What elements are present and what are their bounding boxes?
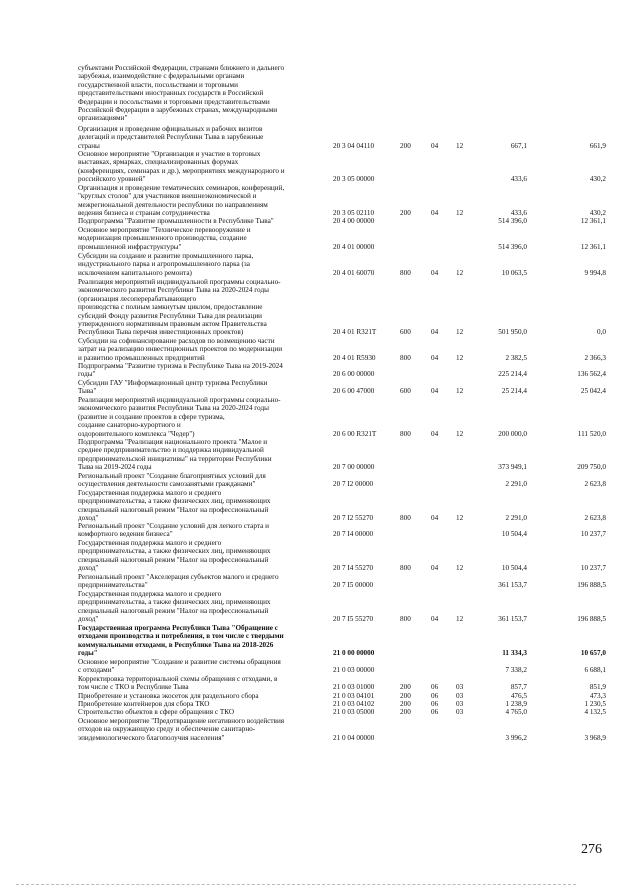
row-section: 06: [431, 700, 439, 708]
row-value-actual: 3 968,9: [584, 733, 606, 742]
row-name: [78, 489, 328, 523]
row-name: [78, 438, 328, 472]
row-subsection: 12: [456, 328, 464, 337]
row-expense-type: 800: [400, 429, 411, 438]
row-subsection: 12: [456, 268, 464, 277]
row-name-line: исключением капитального ремонта): [78, 268, 192, 277]
row-subsection: 12: [456, 429, 464, 438]
row-name: [78, 64, 328, 123]
row-name-line: Государственная поддержка малого и среднего: [78, 539, 222, 547]
row-value-plan: 200 000,0: [498, 429, 527, 438]
row-code: 20 3 05 00000: [333, 175, 375, 184]
row-section: 04: [431, 141, 439, 150]
row-name: [78, 226, 328, 251]
row-code: 20 4 01 60070: [333, 268, 375, 277]
row-value-plan: 225 214,4: [498, 370, 527, 379]
row-name-line: эпидемиологического благополучия населения": [78, 733, 225, 742]
row-code: 20 6 00 47000: [333, 387, 375, 396]
row-name-line: предпринимательства": [78, 581, 148, 590]
row-name: [78, 362, 328, 379]
row-name-line: и развитию промышленных предприятий: [78, 353, 205, 362]
row-name-line: оздоровительного комплекса "Чедер"): [78, 429, 195, 438]
row-name-line: с отходами": [78, 666, 115, 675]
row-value-plan: 857,7: [510, 683, 527, 692]
row-subsection: 12: [456, 209, 464, 218]
row-name-line: модернизация промышленного производства, создание: [78, 234, 247, 243]
row-section: 04: [431, 209, 439, 218]
row-value-actual: 430,2: [589, 209, 606, 218]
row-name: [78, 184, 328, 218]
row-name-line: Приобретение и установка экосеток для раздельного сбора: [78, 692, 259, 700]
row-value-plan: 10 504,4: [501, 530, 527, 539]
row-name-line: специальный налоговый режим "Налог на профессиональный: [78, 505, 269, 514]
row-value-plan: 7 338,2: [505, 666, 527, 675]
row-name-line: специальный налоговый режим "Налог на профессиональный: [78, 606, 269, 615]
row-expense-type: 600: [400, 387, 411, 396]
row-name-line: Тыва на 2019-2024 годы: [78, 463, 152, 472]
row-value-actual: 12 361,1: [580, 217, 606, 225]
row-value-plan: 2 382,5: [505, 353, 527, 362]
row-section: 06: [431, 708, 439, 716]
row-name: [78, 717, 328, 742]
row-name-line: комфортного ведения бизнеса": [78, 530, 173, 539]
row-name-line: (конференциях, семинарах и др.), мероприятиях международного и: [78, 166, 285, 175]
row-name: [78, 125, 328, 150]
row-expense-type: 800: [400, 564, 411, 573]
row-expense-type: 800: [400, 353, 411, 362]
row-name-line: Основное мероприятие "Предотвращение негативного воздействия: [78, 717, 285, 725]
row-value-plan: 514 396,0: [498, 217, 527, 225]
row-name: [78, 217, 328, 225]
row-value-actual: 6 688,1: [584, 666, 606, 675]
row-name-line: Организация и проведение официальных и рабочих визитов: [78, 125, 263, 133]
row-subsection: 12: [456, 615, 464, 624]
row-name-line: доход": [78, 564, 99, 573]
row-name-line: страны: [78, 141, 100, 150]
row-name: [78, 522, 328, 539]
row-name-line: затрат на реализацию инвестиционных проектов по модернизации: [78, 345, 283, 354]
row-expense-type: 800: [400, 268, 411, 277]
row-code: 21 0 03 05000: [333, 708, 375, 716]
row-section: 04: [431, 328, 439, 337]
row-subsection: 12: [456, 514, 464, 523]
row-name-line: доход": [78, 615, 99, 624]
row-expense-type: 200: [400, 708, 411, 716]
row-subsection: 03: [456, 700, 464, 708]
row-name-line: Реализация мероприятий индивидуальной программы социально-: [78, 278, 281, 286]
row-name: [78, 379, 328, 396]
row-name-line: предпринимательства, а также физических лиц, применяющих: [78, 547, 271, 556]
row-code: 20 7 I5 55270: [333, 615, 374, 624]
row-name-line: Подпрограмма "Реализация национального проекта "Малое и: [78, 438, 268, 446]
row-code: 20 4 01 R321T: [333, 328, 377, 337]
row-name-line: Подпрограмма "Развитие туризма в Республике Тыва на 2019-2024: [78, 362, 283, 370]
row-name-line: Основное мероприятие "Создание и развитие системы обращения: [78, 658, 281, 666]
row-section: 04: [431, 514, 439, 523]
row-name-line: Государственная программа Республики Тыва "Обращение с: [78, 624, 278, 632]
row-name-line: Региональный проект "Создание благоприятных условий для: [78, 472, 266, 480]
row-section: 06: [431, 683, 439, 692]
row-name-line: Строительство объектов в сфере обращения с ТКО: [78, 708, 235, 716]
row-value-actual: 25 042,4: [580, 387, 606, 396]
row-value-actual: 473,3: [589, 692, 606, 700]
row-value-plan: 4 765,0: [505, 708, 527, 716]
row-name: [78, 624, 328, 658]
row-name-line: Субсидии на софинансирование расходов по возмещению части: [78, 337, 275, 345]
row-name-line: осуществления деятельности самозанятыми гражданами": [78, 480, 256, 489]
row-name: [78, 675, 328, 692]
row-name-line: доход": [78, 514, 99, 523]
row-name-line: том числе с ТКО в Республике Тыва: [78, 683, 189, 692]
row-value-plan: 476,5: [510, 692, 527, 700]
row-name-line: Субсидии ГАУ "Информационный центр туризма Республики: [78, 379, 268, 387]
row-name-line: Субсидии на создание и развитие промышленного парка,: [78, 252, 254, 260]
row-expense-type: 200: [400, 141, 411, 150]
row-code: 20 7 I4 55270: [333, 564, 374, 573]
row-name-line: ведения бизнеса и странам сотрудничества: [78, 209, 210, 218]
row-name: [78, 590, 328, 624]
row-value-plan: 10 504,4: [501, 564, 527, 573]
row-name-line: выставках, ярмарках, специализированных форумах: [78, 158, 239, 167]
row-name-line: Реализация мероприятий индивидуальной программы социально-: [78, 396, 281, 404]
row-code: 20 7 I2 00000: [333, 480, 374, 489]
row-value-actual: 196 888,5: [577, 615, 606, 624]
row-code: 20 4 00 00000: [333, 217, 375, 225]
row-name-line: российского уровней": [78, 175, 146, 184]
row-name-line: Основное мероприятие "Организация и участие в торговых: [78, 150, 261, 158]
row-code: 20 7 I4 00000: [333, 530, 374, 539]
row-value-actual: 2 623,8: [584, 480, 606, 489]
row-name-line: Региональный проект "Акселерация субъектов малого и среднего: [78, 573, 279, 581]
row-section: 04: [431, 615, 439, 624]
row-name-line: экономического развития Республики Тыва на 2020-2024 годы: [78, 404, 269, 413]
row-code: 20 6 00 00000: [333, 370, 375, 379]
row-name-line: годы": [78, 370, 96, 379]
row-section: 04: [431, 564, 439, 573]
row-value-actual: 10 657,0: [580, 649, 606, 658]
row-name: [78, 150, 328, 184]
row-name-line: среднее предпринимательство и поддержка индивидуальной: [78, 446, 264, 455]
row-value-actual: 1 230,5: [584, 700, 606, 708]
row-name-line: зарубежья, взаимодействие с федеральными органами: [78, 72, 245, 81]
row-value-actual: 111 520,0: [577, 429, 606, 438]
row-value-plan: 373 949,1: [498, 463, 527, 472]
row-value-actual: 196 888,5: [577, 581, 606, 590]
row-name-line: Подпрограмма "Развитие промышленности в Республике Тыва": [78, 217, 274, 225]
row-name-line: индустриального парка и агропромышленного парка (за: [78, 260, 250, 269]
row-name-line: промышленной инфраструктуры": [78, 242, 182, 251]
row-name-line: государственной власти, посольствами и торговыми: [78, 80, 238, 89]
row-name-line: субсидий Фонду развития Республики Тыва для реализации: [78, 311, 263, 320]
row-value-actual: 10 237,7: [580, 564, 606, 573]
row-name-line: "круглых столов" для участников внешнеэкономической и: [78, 192, 257, 201]
row-name-line: Тыва": [78, 387, 97, 396]
row-name: [78, 708, 328, 716]
row-code: 20 7 I2 55270: [333, 514, 374, 523]
row-value-plan: 2 291,0: [505, 480, 527, 489]
row-section: 04: [431, 429, 439, 438]
row-name-line: Республики Тыва перечня инвестиционных проектов): [78, 328, 244, 337]
row-value-actual: 0,0: [597, 328, 606, 337]
row-name-line: коммунальными отходами, в Республике Тыва на 2018-2026: [78, 640, 274, 649]
row-subsection: 03: [456, 683, 464, 692]
row-name-line: экономического развития Республики Тыва на 2020-2024 годы: [78, 286, 269, 295]
row-name-line: Основное мероприятие "Техническое перевооружение и: [78, 226, 251, 234]
row-name-line: делегаций и представителей Республики Тыва в зарубежные: [78, 133, 264, 142]
row-name-line: субъектами Российской Федерации, странами ближнего и дальнего: [78, 64, 285, 72]
row-code: 20 4 01 00000: [333, 242, 375, 251]
row-value-actual: 430,2: [589, 175, 606, 184]
row-code: 20 3 04 04110: [333, 141, 375, 150]
row-name-line: Российской Федерации в зарубежных странах, международными: [78, 106, 278, 115]
row-section: 04: [431, 387, 439, 396]
row-name-line: Региональный проект "Создание условий для легкого старта и: [78, 522, 269, 530]
row-code: 20 6 00 R321T: [333, 429, 377, 438]
row-value-plan: 361 153,7: [498, 615, 527, 624]
page-bottom-divider: [16, 884, 576, 885]
row-name-line: межрегиональной деятельности республики по направлениям: [78, 200, 268, 209]
row-name: [78, 573, 328, 590]
row-name-line: Государственная поддержка малого и среднего: [78, 590, 222, 598]
row-name-line: организациями": [78, 114, 128, 123]
row-value-plan: 3 996,2: [505, 733, 527, 742]
row-name-line: Приобретение контейнеров для сбора ТКО: [78, 700, 210, 708]
row-value-actual: 4 132,5: [584, 708, 606, 716]
row-value-actual: 209 750,0: [577, 463, 606, 472]
row-name-line: Организация и проведение тематических семинаров, конференций,: [78, 184, 285, 192]
row-subsection: 03: [456, 708, 464, 716]
row-expense-type: 800: [400, 514, 411, 523]
row-name-line: отходов на окружающую среду и обеспечение санитарно-: [78, 725, 256, 734]
row-value-actual: 9 994,8: [584, 268, 606, 277]
row-name: [78, 278, 328, 337]
row-code: 20 7 00 00000: [333, 463, 375, 472]
row-name: [78, 252, 328, 277]
row-value-plan: 501 950,0: [498, 328, 527, 337]
row-subsection: 12: [456, 387, 464, 396]
row-value-actual: 2 366,3: [584, 353, 606, 362]
row-code: 21 0 03 04101: [333, 692, 375, 700]
page-number: 276: [581, 842, 602, 857]
row-name-line: предпринимательской инициативы" на территории Республики: [78, 454, 272, 463]
row-subsection: 03: [456, 692, 464, 700]
row-code: 21 0 00 00000: [333, 649, 375, 658]
row-expense-type: 600: [400, 328, 411, 337]
row-expense-type: 200: [400, 700, 411, 708]
row-section: 04: [431, 353, 439, 362]
row-value-actual: 10 237,7: [580, 530, 606, 539]
row-name-line: отходами производства и потребления, в том числе с твердыми: [78, 632, 284, 641]
row-name: [78, 396, 328, 438]
row-subsection: 12: [456, 353, 464, 362]
row-section: 04: [431, 268, 439, 277]
row-value-plan: 10 063,5: [501, 268, 527, 277]
row-value-plan: 433,6: [510, 175, 527, 184]
row-value-actual: 851,9: [589, 683, 606, 692]
row-value-plan: 514 396,0: [498, 242, 527, 251]
row-value-plan: 25 214,4: [501, 387, 527, 396]
row-code: 20 4 01 R5930: [333, 353, 376, 362]
row-name-line: утвержденного нормативным правовым актом Правительства: [78, 320, 267, 329]
row-code: 20 3 05 02110: [333, 209, 375, 218]
row-value-plan: 361 153,7: [498, 581, 527, 590]
row-name-line: предпринимательства, а также физических лиц, применяющих: [78, 497, 271, 506]
row-name-line: Государственная поддержка малого и среднего: [78, 489, 222, 497]
row-name-line: годы": [78, 649, 98, 658]
row-name-line: (развитие и создание проектов в сфере туризма,: [78, 412, 225, 421]
row-expense-type: 200: [400, 692, 411, 700]
row-subsection: 12: [456, 141, 464, 150]
row-name: [78, 337, 328, 362]
row-value-plan: 1 238,9: [505, 700, 527, 708]
row-value-actual: 136 562,4: [577, 370, 606, 379]
row-value-actual: 661,9: [589, 141, 606, 150]
row-name-line: Федерации и посольствами и торговыми представительствами: [78, 97, 270, 106]
row-value-plan: 2 291,0: [505, 514, 527, 523]
row-name-line: производства с полным замкнутым циклом, предоставление: [78, 303, 263, 312]
row-expense-type: 200: [400, 683, 411, 692]
row-code: 21 0 04 00000: [333, 733, 375, 742]
row-name-line: создание санаторно-курортного и: [78, 421, 181, 430]
row-name-line: представительствами иностранных государств в Российской: [78, 89, 264, 98]
row-name: [78, 472, 328, 489]
row-code: 21 0 03 01000: [333, 683, 375, 692]
row-expense-type: 800: [400, 615, 411, 624]
row-value-actual: 12 361,1: [580, 242, 606, 251]
row-value-plan: 433,6: [510, 209, 527, 218]
row-subsection: 12: [456, 564, 464, 573]
row-value-actual: 2 623,8: [584, 514, 606, 523]
row-name-line: Корректировка территориальной схемы обращения с отходами, в: [78, 675, 278, 683]
row-name: [78, 658, 328, 675]
row-name-line: (организация лесоперерабатывающего: [78, 294, 197, 303]
row-expense-type: 200: [400, 209, 411, 218]
row-value-plan: 667,1: [510, 141, 527, 150]
row-name-line: предпринимательства, а также физических лиц, применяющих: [78, 598, 271, 607]
row-code: 21 0 03 00000: [333, 666, 375, 675]
row-code: 21 0 03 04102: [333, 700, 375, 708]
row-name-line: специальный налоговый режим "Налог на профессиональный: [78, 555, 269, 564]
row-section: 06: [431, 692, 439, 700]
row-code: 20 7 I5 00000: [333, 581, 374, 590]
row-value-plan: 11 334,3: [502, 649, 527, 658]
row-name: [78, 539, 328, 573]
